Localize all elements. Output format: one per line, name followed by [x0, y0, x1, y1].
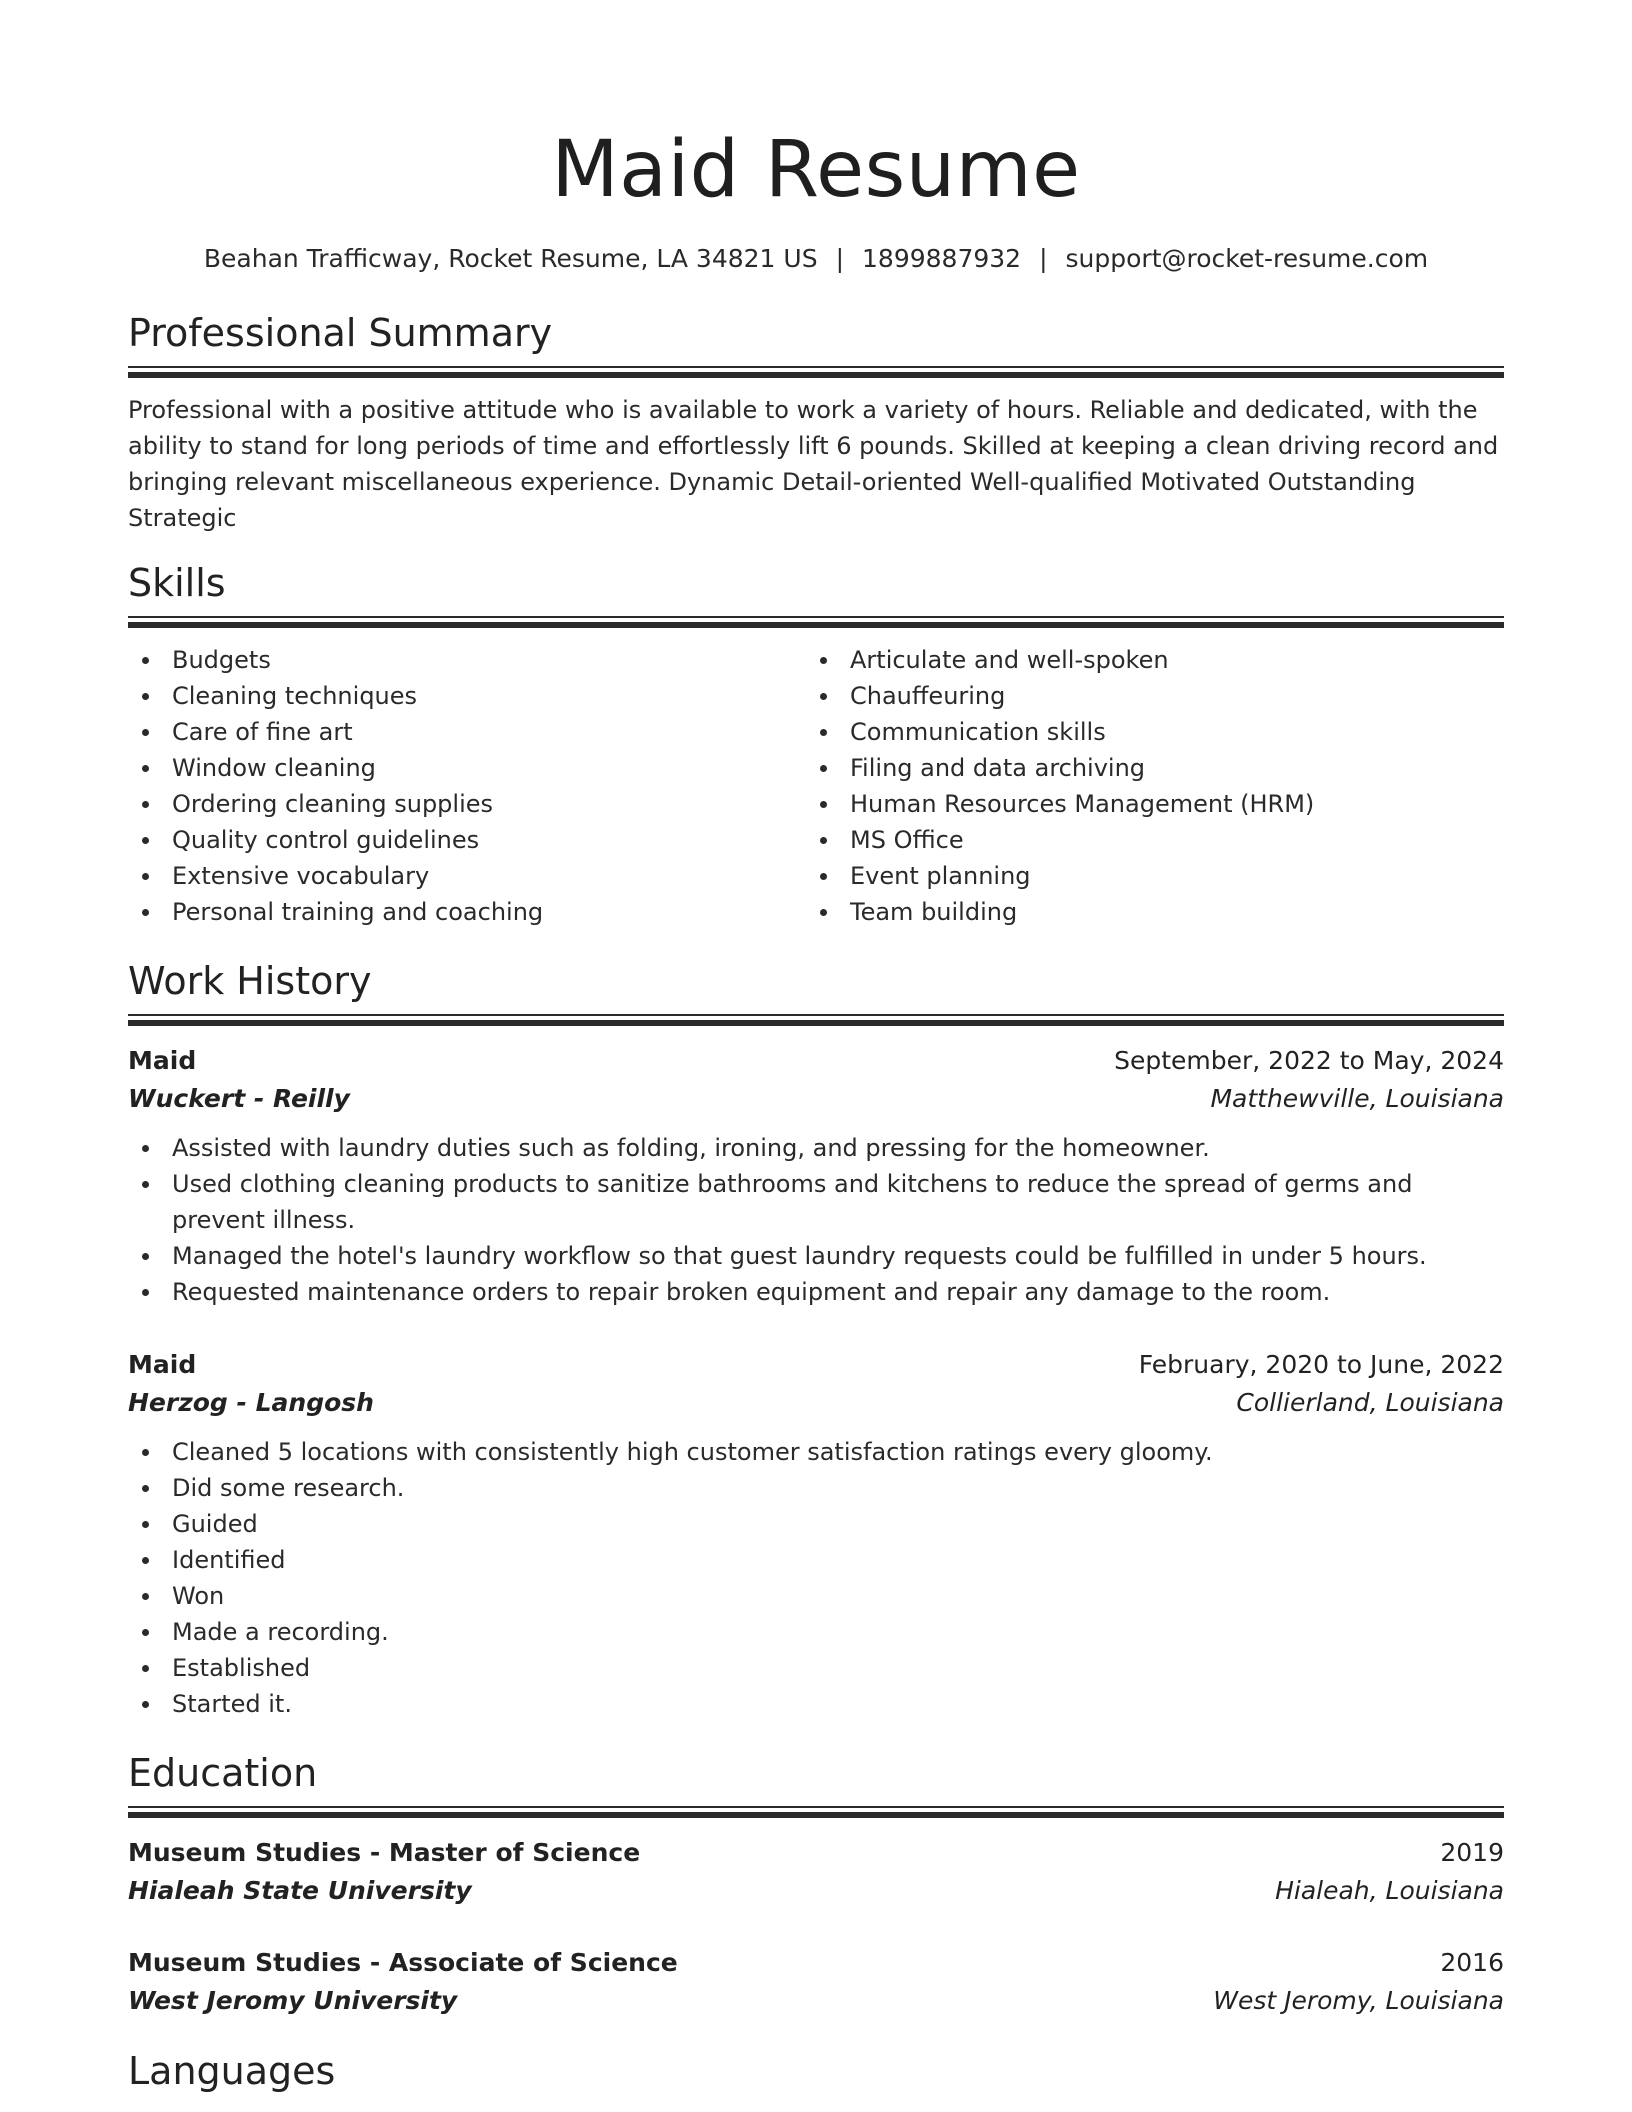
contact-separator: | — [835, 244, 845, 273]
work-history-title: Work History — [128, 959, 372, 1003]
skill-item: MS Office — [806, 822, 1484, 858]
education-section — [128, 1748, 1504, 2020]
skill-item: Quality control guidelines — [128, 822, 806, 858]
languages-section — [128, 2046, 1504, 2096]
skill-item: Articulate and well-spoken — [806, 642, 1484, 678]
job-dates: September, 2022 to May, 2024 — [1114, 1046, 1504, 1075]
education-entry — [128, 1834, 1504, 1910]
section-divider — [128, 616, 1504, 628]
job-bullets — [128, 1130, 1504, 1310]
job-bullet: Established — [128, 1650, 1504, 1686]
summary-section — [128, 308, 1504, 536]
education-header-row — [128, 1944, 1504, 1982]
job-bullet: Guided — [128, 1506, 1504, 1542]
job-location: Collierland, Louisiana — [1236, 1388, 1504, 1417]
section-divider — [128, 366, 1504, 378]
skill-item: Chauffeuring — [806, 678, 1484, 714]
education-header-row — [128, 1834, 1504, 1872]
resume-name: Maid Resume — [551, 125, 1081, 215]
job-bullet: Assisted with laundry duties such as folding, ironing, and pressing for the homeowner. — [128, 1130, 1504, 1166]
skills-columns — [128, 642, 1504, 930]
education-title: Education — [128, 1751, 318, 1795]
skills-title: Skills — [128, 561, 226, 605]
education-degree: Museum Studies - Master of Science — [128, 1838, 641, 1867]
job-bullet: Requested maintenance orders to repair broken equipment and repair any damage to the room. — [128, 1274, 1504, 1310]
job-entry — [128, 1042, 1504, 1310]
summary-title: Professional Summary — [128, 311, 553, 355]
job-bullet: Used clothing cleaning products to sanitize bathrooms and kitchens to reduce the spread of germs and prevent illness. — [128, 1166, 1504, 1238]
job-location: Matthewville, Louisiana — [1210, 1084, 1504, 1113]
job-company: Wuckert - Reilly — [128, 1084, 350, 1113]
job-dates: February, 2020 to June, 2022 — [1138, 1350, 1504, 1379]
education-school-row — [128, 1872, 1504, 1910]
job-bullet: Started it. — [128, 1686, 1504, 1722]
contact-separator: | — [1039, 244, 1048, 273]
skill-item: Care of fine art — [128, 714, 806, 750]
languages-title: Languages — [128, 2049, 336, 2093]
skills-list-left — [128, 642, 806, 930]
education-school-row — [128, 1982, 1504, 2020]
job-bullet: Identified — [128, 1542, 1504, 1578]
education-year: 2016 — [1440, 1948, 1504, 1977]
job-title: Maid — [128, 1350, 197, 1379]
skill-item: Extensive vocabulary — [128, 858, 806, 894]
skill-item: Personal training and coaching — [128, 894, 806, 930]
job-bullet: Made a recording. — [128, 1614, 1504, 1650]
skill-item: Ordering cleaning supplies — [128, 786, 806, 822]
skills-list-right — [806, 642, 1484, 930]
education-school: West Jeromy University — [128, 1986, 458, 2015]
job-header-row — [128, 1042, 1504, 1080]
section-divider — [128, 1014, 1504, 1026]
job-header-row — [128, 1346, 1504, 1384]
section-divider — [128, 1806, 1504, 1818]
work-history-section — [128, 956, 1504, 1722]
skill-item: Window cleaning — [128, 750, 806, 786]
skills-section — [128, 558, 1504, 930]
job-title: Maid — [128, 1046, 197, 1075]
education-location: Hialeah, Louisiana — [1275, 1876, 1504, 1905]
contact-phone: 1899887932 — [862, 244, 1022, 273]
skill-item: Budgets — [128, 642, 806, 678]
contact-email: support@rocket-resume.com — [1065, 244, 1429, 273]
job-bullet: Won — [128, 1578, 1504, 1614]
skill-item: Event planning — [806, 858, 1484, 894]
skill-item: Team building — [806, 894, 1484, 930]
contact-line — [128, 242, 1504, 276]
skill-item: Human Resources Management (HRM) — [806, 786, 1484, 822]
education-entry — [128, 1944, 1504, 2020]
job-company: Herzog - Langosh — [128, 1388, 374, 1417]
job-bullets — [128, 1434, 1504, 1722]
job-company-row — [128, 1384, 1504, 1422]
skill-item: Communication skills — [806, 714, 1484, 750]
skill-item: Filing and data archiving — [806, 750, 1484, 786]
education-year: 2019 — [1440, 1838, 1504, 1867]
education-degree: Museum Studies - Associate of Science — [128, 1948, 678, 1977]
job-bullet: Managed the hotel's laundry workflow so that guest laundry requests could be fulfilled in under 5 hours. — [128, 1238, 1504, 1274]
job-bullet: Did some research. — [128, 1470, 1504, 1506]
resume-page — [128, 0, 1504, 2096]
education-location: West Jeromy, Louisiana — [1213, 1986, 1504, 2015]
summary-text: Professional with a positive attitude who is available to work a variety of hours. Reliable and dedicated, with the ability to stand for long periods of time and effortlessly lift 6 pounds. Skilled at keeping a clean driving record and bringing relevant miscellaneous experience. Dynamic Detail-oriented Well-qualified Motivated Outstanding Strategic — [128, 396, 1499, 532]
job-bullet: Cleaned 5 locations with consistently high customer satisfaction ratings every gloomy. — [128, 1434, 1504, 1470]
skill-item: Cleaning techniques — [128, 678, 806, 714]
job-company-row — [128, 1080, 1504, 1118]
contact-address: Beahan Trafficway, Rocket Resume, LA 34821 US — [203, 244, 818, 273]
job-entry — [128, 1346, 1504, 1722]
education-school: Hialeah State University — [128, 1876, 472, 1905]
